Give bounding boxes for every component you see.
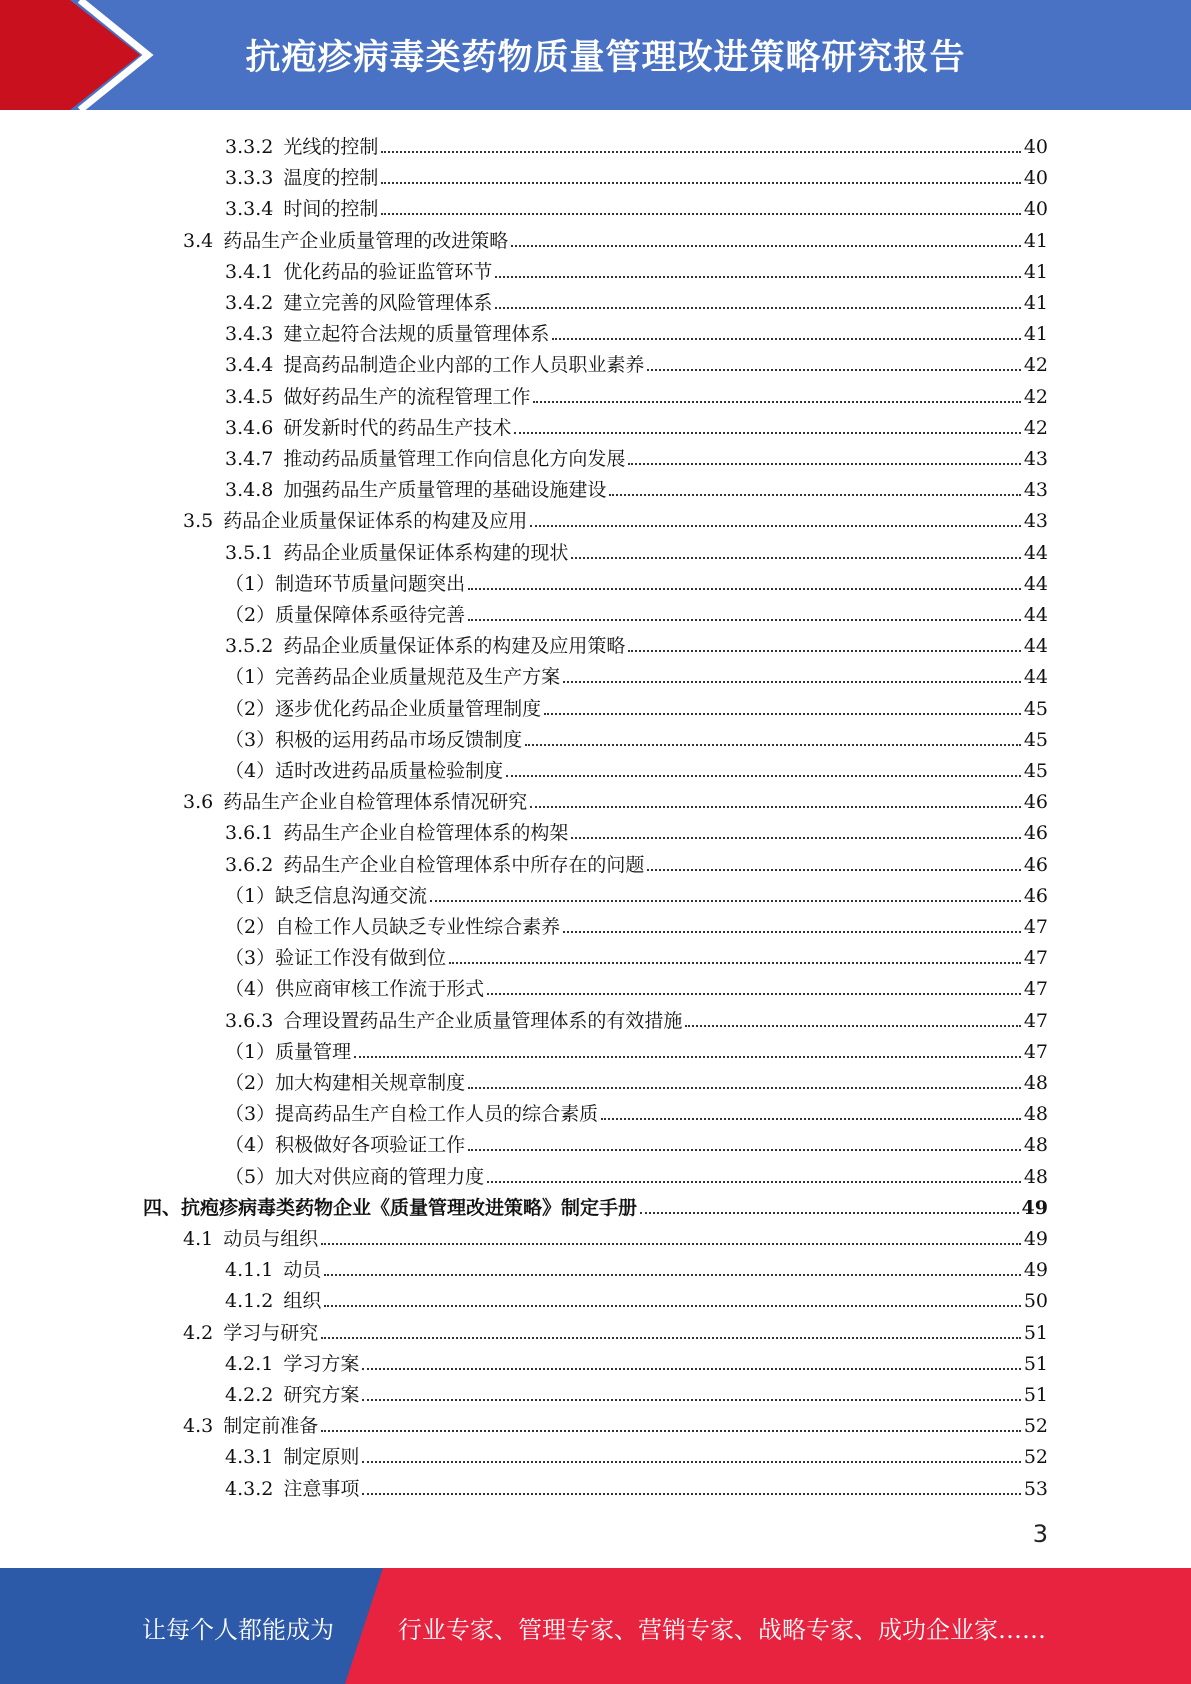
toc-dot-leader (468, 1149, 1021, 1151)
toc-entry[interactable] (225, 1251, 1048, 1282)
toc-entry-page: 44 (1023, 572, 1048, 595)
toc-entry-title: （1）完善药品企业质量规范及生产方案 (225, 666, 561, 689)
toc-entry[interactable] (225, 1033, 1048, 1064)
toc-entry-title: 建立起符合法规的质量管理体系 (283, 323, 550, 346)
toc-entry-page: 42 (1023, 354, 1048, 377)
toc-entry-page: 51 (1023, 1321, 1048, 1344)
toc-entry-number: 3.3.2 (225, 136, 274, 158)
toc-entry[interactable] (225, 908, 1048, 939)
toc-entry-title: （3）积极的运用药品市场反馈制度 (225, 728, 523, 751)
toc-entry-page: 40 (1023, 136, 1048, 158)
toc-dot-leader (487, 993, 1021, 995)
toc-entry-title: 四、抗疱疹病毒类药物企业《质量管理改进策略》制定手册 (143, 1196, 638, 1219)
toc-entry-page: 47 (1023, 916, 1048, 938)
toc-entry[interactable] (225, 752, 1048, 783)
toc-entry-title: （2）逐步优化药品企业质量管理制度 (225, 697, 542, 720)
toc-entry-number: 3.4 (183, 229, 214, 252)
toc-entry-title: （1）制造环节质量问题突出 (225, 572, 466, 595)
toc-dot-leader (530, 525, 1021, 527)
toc-entry-number: 4.2.2 (225, 1384, 274, 1406)
toc-dot-leader (430, 900, 1021, 902)
toc-dot-leader (533, 401, 1020, 403)
toc-dot-leader (381, 213, 1020, 215)
toc-entry-page: 41 (1023, 292, 1048, 314)
toc-entry-title: （2）质量保障体系亟待完善 (225, 604, 466, 626)
toc-entry-title: 药品生产企业自检管理体系中所存在的问题 (283, 853, 645, 876)
toc-entry-title: 推动药品质量管理工作向信息化方向发展 (283, 448, 626, 470)
toc-dot-leader (552, 338, 1020, 340)
toc-entry-title: 组织 (283, 1290, 322, 1313)
toc-dot-leader (544, 713, 1021, 715)
toc-dot-leader (601, 1118, 1021, 1120)
toc-entry-title: （4）供应商审核工作流于形式 (225, 978, 485, 1001)
toc-entry[interactable] (225, 814, 1048, 845)
toc-entry-title: 药品企业质量保证体系的构建及应用 (223, 510, 528, 533)
toc-entry[interactable] (225, 877, 1048, 908)
footer-slogan-right: 行业专家、管理专家、营销专家、战略专家、成功企业家…… (398, 1616, 1046, 1644)
toc-entry-page: 41 (1023, 323, 1048, 346)
toc-entry-page: 48 (1023, 1072, 1048, 1094)
toc-entry[interactable] (183, 222, 1048, 253)
toc-entry[interactable] (225, 1282, 1048, 1313)
toc-entry-title: 注意事项 (283, 1477, 360, 1500)
toc-entry-title: 研究方案 (283, 1384, 360, 1406)
toc-entry-title: （3）验证工作没有做到位 (225, 947, 447, 970)
toc-dot-leader (647, 369, 1020, 371)
toc-entry-number: 4.3 (183, 1415, 214, 1438)
toc-entry-page: 47 (1023, 947, 1048, 970)
toc-entry-page: 43 (1023, 479, 1048, 502)
toc-entry-number: 3.6.1 (225, 822, 274, 845)
toc-dot-leader (362, 1368, 1020, 1370)
toc-entry-page: 41 (1023, 229, 1048, 252)
toc-entry-page: 46 (1023, 791, 1048, 814)
toc-entry-page: 40 (1023, 167, 1048, 190)
toc-dot-leader (628, 463, 1020, 465)
page-footer (0, 1568, 1191, 1684)
toc-entry-number: 3.6.3 (225, 1009, 274, 1032)
toc-entry[interactable] (225, 596, 1048, 627)
toc-entry[interactable] (225, 690, 1048, 721)
toc-entry-number: 3.5.2 (225, 635, 274, 658)
page-header (0, 0, 1191, 110)
toc-entry-number: 4.2 (183, 1321, 214, 1344)
toc-entry-number: 3.4.1 (225, 260, 274, 283)
toc-entry-number: 3.6 (183, 791, 214, 814)
toc-dot-leader (571, 557, 1020, 559)
toc-dot-leader (506, 775, 1021, 777)
toc-dot-leader (321, 1243, 1021, 1245)
toc-dot-leader (514, 432, 1020, 434)
toc-entry-title: 研发新时代的药品生产技术 (283, 416, 512, 439)
toc-entry-title: （3）提高药品生产自检工作人员的综合素质 (225, 1103, 599, 1126)
toc-dot-leader (468, 1087, 1021, 1089)
toc-dot-leader (563, 931, 1021, 933)
toc-entry[interactable] (225, 315, 1048, 346)
toc-dot-leader (685, 1025, 1020, 1027)
toc-entry-page: 41 (1023, 260, 1048, 283)
toc-entry-number: 3.4.2 (225, 292, 274, 314)
toc-entry[interactable] (225, 721, 1048, 752)
toc-entry-title: 药品生产企业自检管理体系情况研究 (223, 791, 528, 814)
toc-entry-number: 4.2.1 (225, 1352, 274, 1375)
toc-entry-title: 合理设置药品生产企业质量管理体系的有效措施 (283, 1009, 683, 1032)
toc-entry-page: 42 (1023, 416, 1048, 439)
toc-dot-leader (321, 1337, 1021, 1339)
toc-entry-title: 药品生产企业质量管理的改进策略 (223, 229, 509, 252)
toc-dot-leader (468, 588, 1021, 590)
toc-entry-page: 44 (1023, 666, 1048, 689)
toc-entry-number: 3.4.7 (225, 448, 274, 470)
toc-entry-title: （1）缺乏信息沟通交流 (225, 884, 428, 907)
toc-dot-leader (324, 1305, 1020, 1307)
toc-entry[interactable] (225, 440, 1048, 471)
toc-dot-leader (511, 245, 1021, 247)
toc-entry-title: （5）加大对供应商的管理力度 (225, 1165, 485, 1188)
toc-entry-page: 43 (1023, 448, 1048, 470)
toc-entry-page: 48 (1023, 1165, 1048, 1188)
toc-entry-number: 4.3.1 (225, 1446, 274, 1469)
toc-dot-leader (354, 1056, 1021, 1058)
toc-entry-title: 学习与研究 (223, 1321, 319, 1344)
toc-entry[interactable] (183, 783, 1048, 814)
toc-entry-title: （2）自检工作人员缺乏专业性综合素养 (225, 916, 561, 938)
toc-entry[interactable] (225, 565, 1048, 596)
toc-entry-page: 45 (1023, 697, 1048, 720)
toc-entry-title: 优化药品的验证监管环节 (283, 260, 493, 283)
toc-entry-title: （4）适时改进药品质量检验制度 (225, 760, 504, 782)
toc-entry[interactable] (225, 970, 1048, 1001)
toc-entry-title: 药品企业质量保证体系构建的现状 (283, 541, 569, 564)
toc-entry-title: 制定原则 (283, 1446, 360, 1469)
toc-entry[interactable] (225, 409, 1048, 440)
toc-entry-page: 43 (1023, 510, 1048, 533)
toc-entry-title: 动员与组织 (223, 1228, 319, 1250)
toc-entry-number: 3.6.2 (225, 853, 274, 876)
toc-entry-number: 3.4.4 (225, 354, 274, 377)
toc-entry-page: 52 (1023, 1415, 1048, 1438)
toc-entry[interactable] (225, 534, 1048, 565)
toc-entry[interactable] (225, 1438, 1048, 1469)
toc-entry[interactable] (183, 502, 1048, 533)
toc-entry-page: 47 (1023, 1040, 1048, 1063)
toc-entry[interactable] (143, 1189, 1048, 1220)
toc-entry-title: （1）质量管理 (225, 1040, 352, 1063)
toc-dot-leader (525, 744, 1021, 746)
toc-entry[interactable] (225, 1126, 1048, 1157)
toc-entry-title: 动员 (283, 1259, 322, 1282)
toc-entry-title: 加强药品生产质量管理的基础设施建设 (283, 479, 607, 502)
toc-entry[interactable] (225, 1064, 1048, 1095)
toc-entry[interactable] (225, 1345, 1048, 1376)
toc-dot-leader (324, 1274, 1020, 1276)
toc-entry-page: 45 (1023, 728, 1048, 751)
toc-entry-number: 4.1.1 (225, 1259, 274, 1282)
toc-entry[interactable] (225, 1158, 1048, 1189)
toc-entry[interactable] (225, 378, 1048, 409)
toc-dot-leader (563, 681, 1021, 683)
toc-entry[interactable] (183, 1314, 1048, 1345)
toc-entry[interactable] (225, 1470, 1048, 1501)
toc-entry[interactable] (183, 1407, 1048, 1438)
toc-entry-page: 48 (1023, 1134, 1048, 1157)
toc-entry-page: 47 (1023, 978, 1048, 1001)
toc-entry-number: 4.3.2 (225, 1477, 274, 1500)
toc-entry-page: 42 (1023, 385, 1048, 408)
toc-dot-leader (530, 806, 1021, 808)
toc-entry-page: 51 (1023, 1384, 1048, 1406)
toc-entry[interactable] (225, 471, 1048, 502)
toc-dot-leader (468, 619, 1021, 621)
toc-entry-title: 建立完善的风险管理体系 (283, 292, 493, 314)
toc-entry-page: 44 (1023, 541, 1048, 564)
toc-entry-title: 光线的控制 (283, 136, 379, 158)
toc-entry-page: 40 (1023, 198, 1048, 221)
toc-dot-leader (362, 1461, 1020, 1463)
toc-entry[interactable] (225, 846, 1048, 877)
toc-entry-page: 51 (1023, 1352, 1048, 1375)
toc-dot-leader (571, 837, 1020, 839)
toc-entry-title: （2）加大构建相关规章制度 (225, 1072, 466, 1094)
toc-dot-leader (495, 307, 1020, 309)
toc-entry[interactable] (225, 190, 1048, 221)
toc-dot-leader (381, 182, 1020, 184)
toc-entry[interactable] (183, 1220, 1048, 1251)
toc-entry[interactable] (225, 159, 1048, 190)
toc-entry-page: 48 (1023, 1103, 1048, 1126)
toc-entry[interactable] (225, 1376, 1048, 1407)
toc-entry[interactable] (225, 128, 1048, 159)
toc-entry-title: 温度的控制 (283, 167, 379, 190)
toc-entry-number: 3.5.1 (225, 541, 274, 564)
toc-entry[interactable] (225, 939, 1048, 970)
toc-dot-leader (495, 276, 1020, 278)
toc-dot-leader (449, 962, 1021, 964)
toc-entry-title: 做好药品生产的流程管理工作 (283, 385, 531, 408)
page-number: 3 (1032, 1520, 1048, 1548)
toc-entry[interactable] (225, 346, 1048, 377)
toc-entry-page: 45 (1023, 760, 1048, 782)
toc-entry-page: 50 (1023, 1290, 1048, 1313)
toc-entry-title: 制定前准备 (223, 1415, 319, 1438)
toc-dot-leader (640, 1212, 1019, 1214)
toc-entry-page: 47 (1023, 1009, 1048, 1032)
toc-entry-number: 3.4.5 (225, 385, 274, 408)
toc-entry-number: 3.5 (183, 510, 214, 533)
toc-dot-leader (487, 1181, 1021, 1183)
toc-entry[interactable] (225, 658, 1048, 689)
toc-entry-number: 4.1.2 (225, 1290, 274, 1313)
toc-entry-page: 46 (1023, 853, 1048, 876)
toc-entry-page: 46 (1023, 822, 1048, 845)
toc-dot-leader (381, 151, 1020, 153)
toc-entry-page: 49 (1023, 1228, 1048, 1250)
toc-entry-number: 4.1 (183, 1228, 214, 1250)
report-title: 抗疱疹病毒类药物质量管理改进策略研究报告 (245, 38, 966, 78)
toc-entry[interactable] (225, 284, 1048, 315)
toc-entry-title: 学习方案 (283, 1352, 360, 1375)
toc-entry-number: 3.4.6 (225, 416, 274, 439)
toc-dot-leader (628, 650, 1020, 652)
toc-entry[interactable] (225, 1095, 1048, 1126)
toc-entry-page: 46 (1023, 884, 1048, 907)
toc-entry-title: 药品企业质量保证体系的构建及应用策略 (283, 635, 626, 658)
toc-entry[interactable] (225, 1002, 1048, 1033)
toc-entry-title: （4）积极做好各项验证工作 (225, 1134, 466, 1157)
toc-entry[interactable] (225, 627, 1048, 658)
toc-entry-number: 3.3.4 (225, 198, 274, 221)
footer-slogan-left: 让每个人都能成为 (142, 1616, 334, 1644)
toc-entry-title: 药品生产企业自检管理体系的构架 (283, 822, 569, 845)
toc-dot-leader (362, 1493, 1020, 1495)
toc-entry-page: 49 (1023, 1259, 1048, 1282)
toc-entry-page: 53 (1023, 1477, 1048, 1500)
toc-entry-number: 3.4.8 (225, 479, 274, 502)
toc-entry-title: 时间的控制 (283, 198, 379, 221)
toc-dot-leader (609, 494, 1020, 496)
toc-dot-leader (647, 869, 1020, 871)
toc-dot-leader (321, 1430, 1021, 1432)
toc-entry-number: 3.3.3 (225, 167, 274, 190)
toc-entry-number: 3.4.3 (225, 323, 274, 346)
toc-entry-page: 44 (1023, 604, 1048, 626)
toc-entry-page: 49 (1021, 1196, 1048, 1219)
toc-entry[interactable] (225, 253, 1048, 284)
toc-dot-leader (362, 1399, 1020, 1401)
toc-entry-page: 52 (1023, 1446, 1048, 1469)
toc-entry-title: 提高药品制造企业内部的工作人员职业素养 (283, 354, 645, 377)
toc-entry-page: 44 (1023, 635, 1048, 658)
